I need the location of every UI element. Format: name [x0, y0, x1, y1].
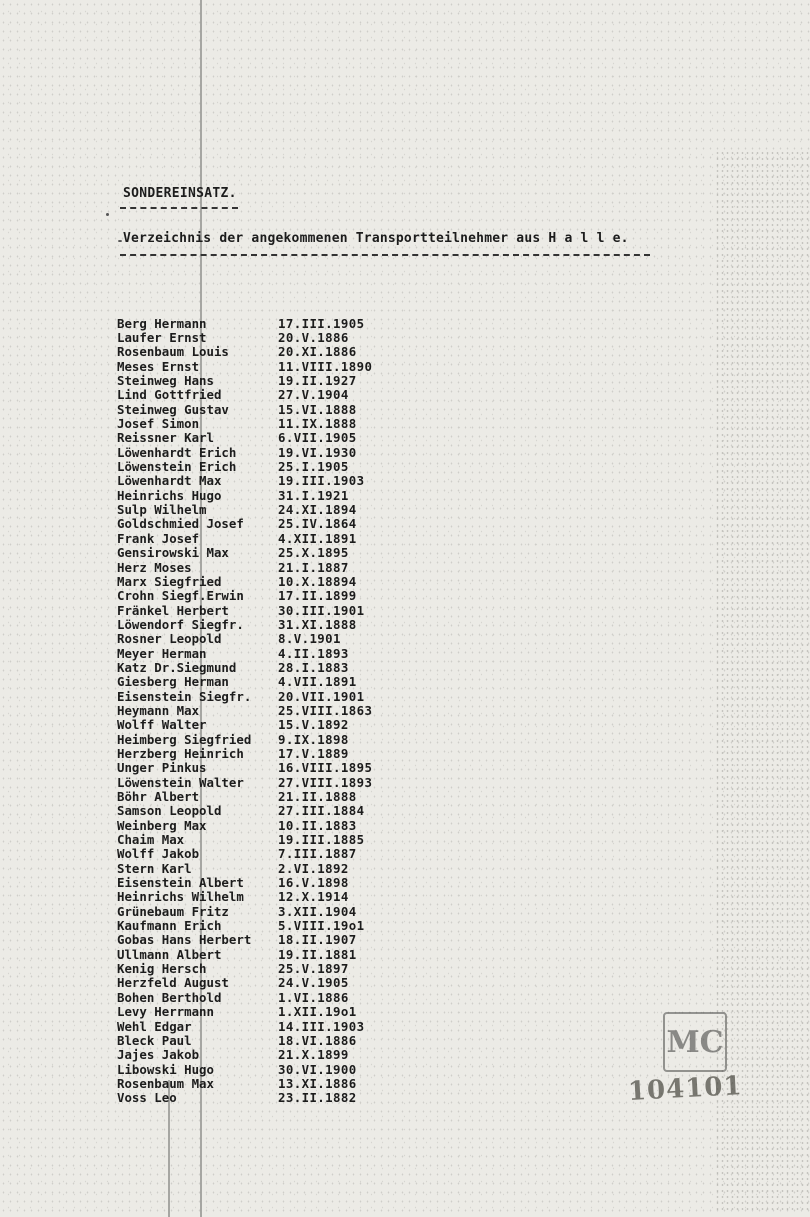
birth-date: 31.I.1921 — [278, 487, 349, 503]
birth-date: 27.VIII.1893 — [278, 774, 373, 790]
document-heading: SONDEREINSATZ. — [123, 186, 237, 201]
birth-date: 17.III.1905 — [278, 315, 365, 331]
birth-date: 25.VIII.1863 — [278, 702, 373, 718]
birth-date: 18.VI.1886 — [278, 1032, 357, 1048]
participant-name: Steinweg Hans — [117, 373, 214, 389]
participant-name: Chaim Max — [117, 832, 185, 848]
birth-date: 7.III.1887 — [278, 846, 357, 862]
participant-name: Samson Leopold — [117, 803, 222, 819]
birth-date: 20.VII.1901 — [278, 688, 365, 704]
participant-name: Gensirowski Max — [117, 545, 229, 561]
birth-date: 17.V.1889 — [278, 745, 349, 761]
participant-name: Heinrichs Wilhelm — [117, 889, 244, 905]
list-item — [117, 875, 372, 889]
participant-name: Lind Gottfried — [117, 387, 222, 403]
birth-date: 2.VI.1892 — [278, 860, 349, 876]
participant-name: Steinweg Gustav — [117, 401, 229, 417]
list-item — [117, 603, 372, 617]
birth-date: 21.I.1887 — [278, 559, 349, 575]
list-item — [117, 402, 372, 416]
participant-name: Herz Moses — [117, 559, 192, 575]
list-item — [117, 775, 372, 789]
participant-name: Ullmann Albert — [117, 946, 222, 962]
participant-name: Voss Leo — [117, 1090, 177, 1106]
list-item — [117, 832, 372, 846]
list-item — [117, 345, 372, 359]
participant-name: Katz Dr.Siegmund — [117, 659, 237, 675]
birth-date: 8.V.1901 — [278, 631, 341, 647]
birth-date: 24.V.1905 — [278, 975, 349, 991]
participant-name: Löwenhardt Max — [117, 473, 222, 489]
birth-date: 30.III.1901 — [278, 602, 365, 618]
list-item — [117, 890, 372, 904]
birth-date: 10.II.1883 — [278, 817, 357, 833]
birth-date: 18.II.1907 — [278, 932, 357, 948]
list-item — [117, 918, 372, 932]
heading-underline — [120, 207, 238, 209]
participant-name: Unger Pinkus — [117, 760, 207, 776]
list-item — [117, 488, 372, 502]
list-item — [117, 574, 372, 588]
birth-date: 25.X.1895 — [278, 545, 349, 561]
birth-date: 11.IX.1888 — [278, 416, 357, 432]
birth-date: 17.II.1899 — [278, 588, 357, 604]
birth-date: 25.IV.1864 — [278, 516, 357, 532]
list-item — [117, 689, 372, 703]
birth-date: 27.V.1904 — [278, 387, 349, 403]
birth-date: 19.III.1903 — [278, 473, 365, 489]
document-subtitle: Verzeichnis der angekommenen Transportteilnehmer aus H a l l e. — [123, 231, 629, 246]
participant-name: Josef Simon — [117, 416, 200, 432]
list-item — [117, 617, 372, 631]
participant-name: Berg Hermann — [117, 315, 207, 331]
list-item — [117, 1019, 372, 1033]
participant-name: Grünebaum Fritz — [117, 903, 229, 919]
birth-date: 15.VI.1888 — [278, 401, 357, 417]
birth-date: 5.VIII.19o1 — [278, 918, 365, 934]
archive-number: 104101 — [627, 1071, 744, 1107]
birth-date: 1.XII.19o1 — [278, 1004, 357, 1020]
subtitle-underline — [120, 254, 650, 256]
participant-name: Herzfeld August — [117, 975, 229, 991]
list-item — [117, 560, 372, 574]
participant-name: Fränkel Herbert — [117, 602, 229, 618]
participant-name: Kenig Hersch — [117, 961, 207, 977]
birth-date: 6.VII.1905 — [278, 430, 357, 446]
participant-name: Wolff Jakob — [117, 846, 200, 862]
participant-name: Löwenhardt Erich — [117, 444, 237, 460]
participant-name: Giesberg Herman — [117, 674, 229, 690]
list-item — [117, 416, 372, 430]
list-item — [117, 531, 372, 545]
birth-date: 30.VI.1900 — [278, 1061, 357, 1077]
list-item — [117, 746, 372, 760]
participant-name: Eisenstein Siegfr. — [117, 688, 252, 704]
list-item — [117, 947, 372, 961]
birth-date: 4.XII.1891 — [278, 530, 357, 546]
list-item — [117, 732, 372, 746]
participant-name: Libowski Hugo — [117, 1061, 214, 1077]
list-item — [117, 632, 372, 646]
list-item — [117, 445, 372, 459]
birth-date: 12.X.1914 — [278, 889, 349, 905]
list-item — [117, 1091, 372, 1105]
participant-name: Levy Herrmann — [117, 1004, 214, 1020]
participant-name: Weinberg Max — [117, 817, 207, 833]
birth-date: 10.X.18894 — [278, 573, 357, 589]
list-item — [117, 761, 372, 775]
scan-edge-noise — [715, 150, 810, 1210]
list-item — [117, 1076, 372, 1090]
participant-name: Laufer Ernst — [117, 330, 207, 346]
participant-name: Kaufmann Erich — [117, 918, 222, 934]
list-item — [117, 316, 372, 330]
list-item — [117, 804, 372, 818]
birth-date: 11.VIII.1890 — [278, 358, 373, 374]
list-item — [117, 789, 372, 803]
participant-name: Stern Karl — [117, 860, 192, 876]
list-item — [117, 589, 372, 603]
list-item — [117, 1033, 372, 1047]
birth-date: 16.V.1898 — [278, 875, 349, 891]
participant-name: Jajes Jakob — [117, 1047, 200, 1063]
birth-date: 21.X.1899 — [278, 1047, 349, 1063]
list-item — [117, 517, 372, 531]
ink-dot — [106, 213, 109, 216]
list-item — [117, 431, 372, 445]
birth-date: 4.VII.1891 — [278, 674, 357, 690]
participant-name: Löwenstein Walter — [117, 774, 244, 790]
birth-date: 24.XI.1894 — [278, 502, 357, 518]
list-item — [117, 847, 372, 861]
birth-date: 4.II.1893 — [278, 645, 349, 661]
list-item — [117, 718, 372, 732]
participant-name: Sulp Wilhelm — [117, 502, 207, 518]
list-item — [117, 330, 372, 344]
birth-date: 25.I.1905 — [278, 459, 349, 475]
participant-name: Heinrichs Hugo — [117, 487, 222, 503]
list-item — [117, 546, 372, 560]
birth-date: 3.XII.1904 — [278, 903, 357, 919]
archive-stamp: MC — [663, 1012, 727, 1072]
list-item — [117, 359, 372, 373]
list-item — [117, 861, 372, 875]
birth-date: 23.II.1882 — [278, 1090, 357, 1106]
birth-date: 13.XI.1886 — [278, 1075, 357, 1091]
list-item — [117, 474, 372, 488]
list-item — [117, 976, 372, 990]
birth-date: 31.XI.1888 — [278, 616, 357, 632]
participant-name: Böhr Albert — [117, 789, 200, 805]
list-item — [117, 990, 372, 1004]
participant-name: Gobas Hans Herbert — [117, 932, 252, 948]
participant-name: Rosenbaum Max — [117, 1075, 214, 1091]
list-item — [117, 459, 372, 473]
birth-date: 14.III.1903 — [278, 1018, 365, 1034]
birth-date: 19.III.1885 — [278, 832, 365, 848]
participant-name: Marx Siegfried — [117, 573, 222, 589]
list-item — [117, 961, 372, 975]
participant-name: Goldschmied Josef — [117, 516, 244, 532]
participant-list — [117, 316, 372, 1105]
participant-name: Rosner Leopold — [117, 631, 222, 647]
ink-mark — [118, 240, 122, 242]
birth-date: 27.III.1884 — [278, 803, 365, 819]
list-item — [117, 502, 372, 516]
participant-name: Rosenbaum Louis — [117, 344, 229, 360]
list-item — [117, 703, 372, 717]
birth-date: 28.I.1883 — [278, 659, 349, 675]
participant-name: Crohn Siegf.Erwin — [117, 588, 244, 604]
list-item — [117, 1048, 372, 1062]
participant-name: Löwendorf Siegfr. — [117, 616, 244, 632]
birth-date: 19.II.1927 — [278, 373, 357, 389]
participant-name: Reissner Karl — [117, 430, 214, 446]
birth-date: 9.IX.1898 — [278, 731, 349, 747]
participant-name: Bohen Berthold — [117, 989, 222, 1005]
list-item — [117, 1062, 372, 1076]
participant-name: Meyer Herman — [117, 645, 207, 661]
participant-name: Heymann Max — [117, 702, 200, 718]
birth-date: 19.VI.1930 — [278, 444, 357, 460]
participant-name: Frank Josef — [117, 530, 200, 546]
list-item — [117, 646, 372, 660]
birth-date: 16.VIII.1895 — [278, 760, 373, 776]
birth-date: 19.II.1881 — [278, 946, 357, 962]
list-item — [117, 904, 372, 918]
list-item — [117, 818, 372, 832]
birth-date: 1.VI.1886 — [278, 989, 349, 1005]
list-item — [117, 388, 372, 402]
participant-name: Eisenstein Albert — [117, 875, 244, 891]
list-item — [117, 675, 372, 689]
birth-date: 20.V.1886 — [278, 330, 349, 346]
list-item — [117, 373, 372, 387]
list-item — [117, 660, 372, 674]
participant-name: Wehl Edgar — [117, 1018, 192, 1034]
birth-date: 21.II.1888 — [278, 789, 357, 805]
participant-name: Meses Ernst — [117, 358, 200, 374]
birth-date: 15.V.1892 — [278, 717, 349, 733]
participant-name: Herzberg Heinrich — [117, 745, 244, 761]
list-item — [117, 1005, 372, 1019]
participant-name: Löwenstein Erich — [117, 459, 237, 475]
participant-name: Bleck Paul — [117, 1032, 192, 1048]
birth-date: 20.XI.1886 — [278, 344, 357, 360]
list-item — [117, 933, 372, 947]
participant-name: Wolff Walter — [117, 717, 207, 733]
participant-name: Heimberg Siegfried — [117, 731, 252, 747]
birth-date: 25.V.1897 — [278, 961, 349, 977]
